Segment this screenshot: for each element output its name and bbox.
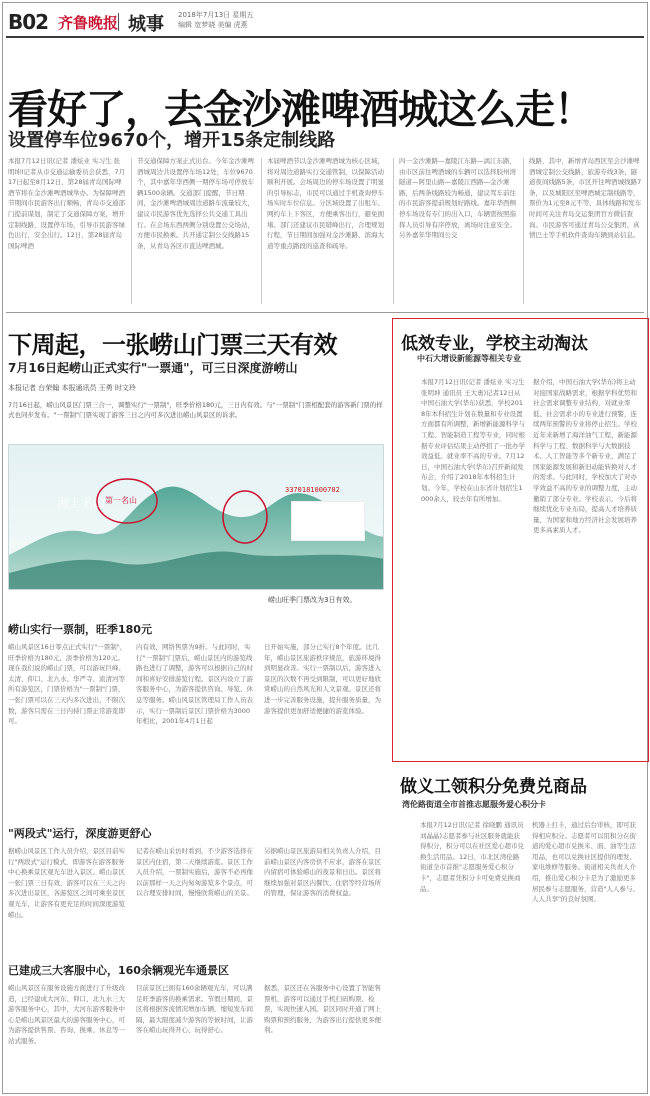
main-column-3: 本届啤酒节以金沙滩啤酒城为核心区域，将对周边道路实行交通管制，以保障活动顺利开展。会场周边的停车场设置了明显的引导标志，市民可以通过手机查询停车场实时车位信息。分区域设置了出租车、网约车上下客区，方便乘客出行，避免拥堵。部门还建议市民错峰出行，合理规划行程，节日期间加强对金沙滩路、滨海大道等重点路段的巡查和疏导。 [267,157,384,250]
laoshan-s2-column-3: 另据崂山景区旅游局相关负责人介绍，目前崂山景区内客房供不应求，游客在景区内留宿可体验崂山的夜景和日出。景区将继续加强对景区内餐饮、住宿等经营场所的管理，保证游客的消费权益。 [264,847,381,898]
newspaper-logo: 齐鲁晚报 [58,14,119,32]
dateline-date: 2018年7月13日 星期五 [178,11,254,19]
ticket-serial-number: 3370181000702 [285,486,340,494]
svg-text:第一名山: 第一名山 [105,496,137,505]
volunteer-headline: 做义工领积分免费兑商品 [400,777,587,797]
volunteer-column-2: 机器上打卡，通过后台审核，即可获得相应积分。志愿者可以用积分在街道的爱心超市兑换米、面、油等生活用品，也可以兑换社区提供的理发、家电维修等服务。街道相关负责人介绍，推出爱心积分卡是为了激励更多居民参与志愿服务，营造"人人参与、人人共享"的良好氛围。 [532,821,639,904]
column-divider [523,158,524,304]
main-column-5: 线路，其中，新增青岛西区至会沙滩啤酒城定制公交线路，旅游专线3条、隧道夜间线路5条，市区开往啤酒城线路7条，以及城阳区至啤酒城定制线路等，票价为1元至8元不等，具体线路和发车时间可关注青岛交运集团官方微信查询。市民游客可通过青岛公交集团、真情巴士等手机软件查询车辆到站信息。 [529,157,642,240]
main-column-1: 本报7月12日讯(记者 潘炫业 实习生 张明坤)记者从市交通运输委员会获悉，7月17日起至8月12日，第28届青岛国际啤酒节将在金沙滩啤酒城举办。为保障啤酒节期间市民游客出行顺畅，青岛市交通部门提前谋划，制定了交通保障方案，增开定制线路，设置停车场，引导市民游客绿色出行，安全出行。12日，第28届青岛国际啤酒 [8,157,126,250]
volunteer-subheadline: 湾伦路街道全市首推志愿服务爱心积分卡 [402,800,546,809]
volunteer-column-1: 本报7月12日讯(记者 徐晓鹏 通讯员 刘晶晶)志愿者参与社区服务就能获得积分，积分可以在社区爱心超市兑换生活用品。12日，市北区湾伦路街道全市首推"志愿服务爱心积分卡"，志愿者凭积分卡可免费兑换商品。 [420,821,524,893]
laoshan-s3-column-3: 据悉，景区还在各服务中心设置了智能售票机，游客可以通过手机扫码购票、检票，实现快速入园。景区同时开通了网上购票和预约服务，为游客出行提供更多便利。 [264,984,381,1035]
laoshan-byline: 本报记者 台荣翰 本报通讯员 王勇 时文玲 [8,384,136,392]
laoshan-subhead-2: "两段式"运行，深度游更舒心 [8,827,152,840]
ticket-blank-panel [291,501,365,541]
laoshan-s3-column-2: 目前景区已拥有160余辆观光车，可以满足旺季游客的换乘需求。节假日期间，景区将根据客流情况增加车辆，缩短发车间隔，最大限度减少游客的等候时间，让游客在崂山玩得开心、玩得舒心。 [136,984,253,1035]
column-divider [261,158,262,304]
laoshan-s1-column-3: 日开始实施，部分已实行8个年度。比几年，崂山景区旅游秩序规范，旅游环境得到明显改善。实行一票制以后，游客进入景区的次数不再受到限制，可以更好地欣赏崂山的自然风光和人文景观。景区还将进一步完善服务设施，提升服务质量，为游客提供更加舒适便捷的游览体验。 [264,643,381,715]
column-divider [131,158,132,304]
school-column-1: 本报7月12日讯(记者 潘炫业 实习生 张明坤 通讯员 王大勇)记者12日从中国石油大学(华东)获悉，学校2018年本科招生计划在数量和专业设置方面都有所调整，新增新能源科学与工程、智能制造工程等专业，同时根据专业评估结果主动停招了一批办学效益低、就业率不高的专业。7月12日，中国石油大学(华东)召开新闻发布会，介绍了2018年本科招生计划。今年，学校在山东省计划招生1000余人，较去年有所增加。 [421,378,525,503]
main-subheadline: 设置停车位9670个，增开15条定制线路 [8,130,336,151]
main-column-2: 节交通保障方案正式出台。今年金沙滩啤酒城周边共设置停车场12处，车位9670个，其中嘉年华西侧一期停车场可停放车辆1500余辆。交通部门提醒，节日期间，金沙滩啤酒城周边道路车流量较大，建议市民游客优先选择公共交通工具出行。在会场东西两侧分别设置公交场站，方便市民换乘。共开通定制公交线路15条，从青岛各区市直达啤酒城。 [137,157,254,250]
school-column-2: 据介绍，中国石油大学(华东)将主动对接国家战略需求，根据学科优势和社会需求调整专业结构，对就业率低、社会需求小的专业进行预警，连续两年预警的专业将停止招生。学校近年来新增了海洋油气工程、新能源科学与工程、数据科学与大数据技术、人工智能等多个新专业，满足了国家能源发展和新旧动能转换对人才的需求。与此同时，学校加大了对办学效益不高的专业的调整力度，主动撤销了部分专业。学校表示，今后将继续优化专业布局，提高人才培养质量，为国家和地方经济社会发展培养更多高素质人才。 [533,378,637,535]
laoshan-s1-column-1: 崂山风景区16日零点正式实行"一票制"，旺季价格为180元，淡季价格为120元。现在我们说的崂山门票，可以游玩巨峰、太清、仰口、北九水、华严寺、流清河等所有游览区，门票价格为"一票制"门票，一张门票可以在三天内多次进出，不限次数，游客只需在三日内持门票正常游览即可。 [8,643,127,726]
laoshan-s3-column-1: 崂山风景区在服务设施方面进行了升级改造，已经建成大河东、仰口、北九水三大游客服务中心，其中，大河东游客服务中心是崂山风景区最大的游客服务中心，可为游客提供售票、咨询、换乘、休息等一站式服务。 [8,984,125,1045]
page-number: B02 [8,10,49,34]
masthead-divider [118,13,119,31]
laoshan-s2-column-2: 记者在崂山采访时看到，不少游客选择在景区内住宿，第二天继续游览。景区工作人员介绍，一票制实施后，游客不必再像以前那样一天之内匆匆游览多个景点，可以合理安排时间，慢慢欣赏崂山的美景。 [136,847,253,898]
school-story-box [392,318,649,762]
section-name: 城事 [128,14,164,35]
laoshan-intro: 7月16日起，崂山风景区门票三合一，调整实行"一票制"，旺季价格180元，三日内有效。与"一票制"门票相配套的游客新门票的样式也同步发布。"一票制"门票实现了游客三日之内可多次进出崂山风景区的诉求。 [8,401,383,419]
column-divider [393,158,394,304]
ticket-photo [8,444,384,590]
laoshan-headline: 下周起，一张崂山门票三天有效 [8,331,337,359]
laoshan-s1-column-2: 内有效，网络售票为9折。与此同时，实行"一票制"门票后，崂山景区内的游览线路也进行了调整，游客可以根据自己的时间和喜好安排游览行程。景区内设立了游客服务中心，为游客提供咨询、导览、休息等服务。崂山风景区管理局工作人员表示，实行一票制后景区门票价格为3000年相比，2001年4月1日起 [136,643,253,726]
ticket-caption: 崂山旺季门票改为3日有效。 [268,596,357,604]
school-headline: 低效专业，学校主动淘汰 [401,334,588,354]
laoshan-subheadline: 7月16日起崂山正式实行"一票通"，可三日深度游崂山 [8,361,298,375]
main-column-4: 四一金沙滩路—嘉陵江东路—漓江东路，由市区前往啤酒城的车辆可以选择胶州湾隧道—阿里山路—嘉陵江西路—金沙滩路，后两条线路较为畅通，建议驾车前往的市民游客提前规划好路线。嘉年华西侧停车场设有专门的出入口，车辆需按照指挥人员引导有序停放，离场时注意安全。另外嘉年华期间公交 [399,157,516,240]
dateline [178,10,253,30]
laoshan-subhead-1: 崂山实行一票制，旺季180元 [8,623,152,636]
dateline-editors: 编辑 宽梦晓 美编 虎燕 [178,21,248,29]
masthead [6,6,644,38]
laoshan-subhead-3: 已建成三大客服中心，160余辆观光车通景区 [8,964,229,977]
main-headline: 看好了，去金沙滩啤酒城这么走！ [8,87,593,133]
story-separator [6,312,644,313]
svg-text:海上名山: 海上名山 [57,496,106,510]
school-subheadline: 中石大增设新能源等相关专业 [417,354,521,363]
laoshan-s2-column-1: 据崂山风景区工作人员介绍，景区目前实行"两段式"运行模式，即游客在游客服务中心换乘景区观光车进入景区。崂山景区一张门票三日有效，游客可以在三天之内多次进出景区，各游览区之间可乘坐景区观光车，让游客有更充足的时间深度游览崂山。 [8,847,125,919]
